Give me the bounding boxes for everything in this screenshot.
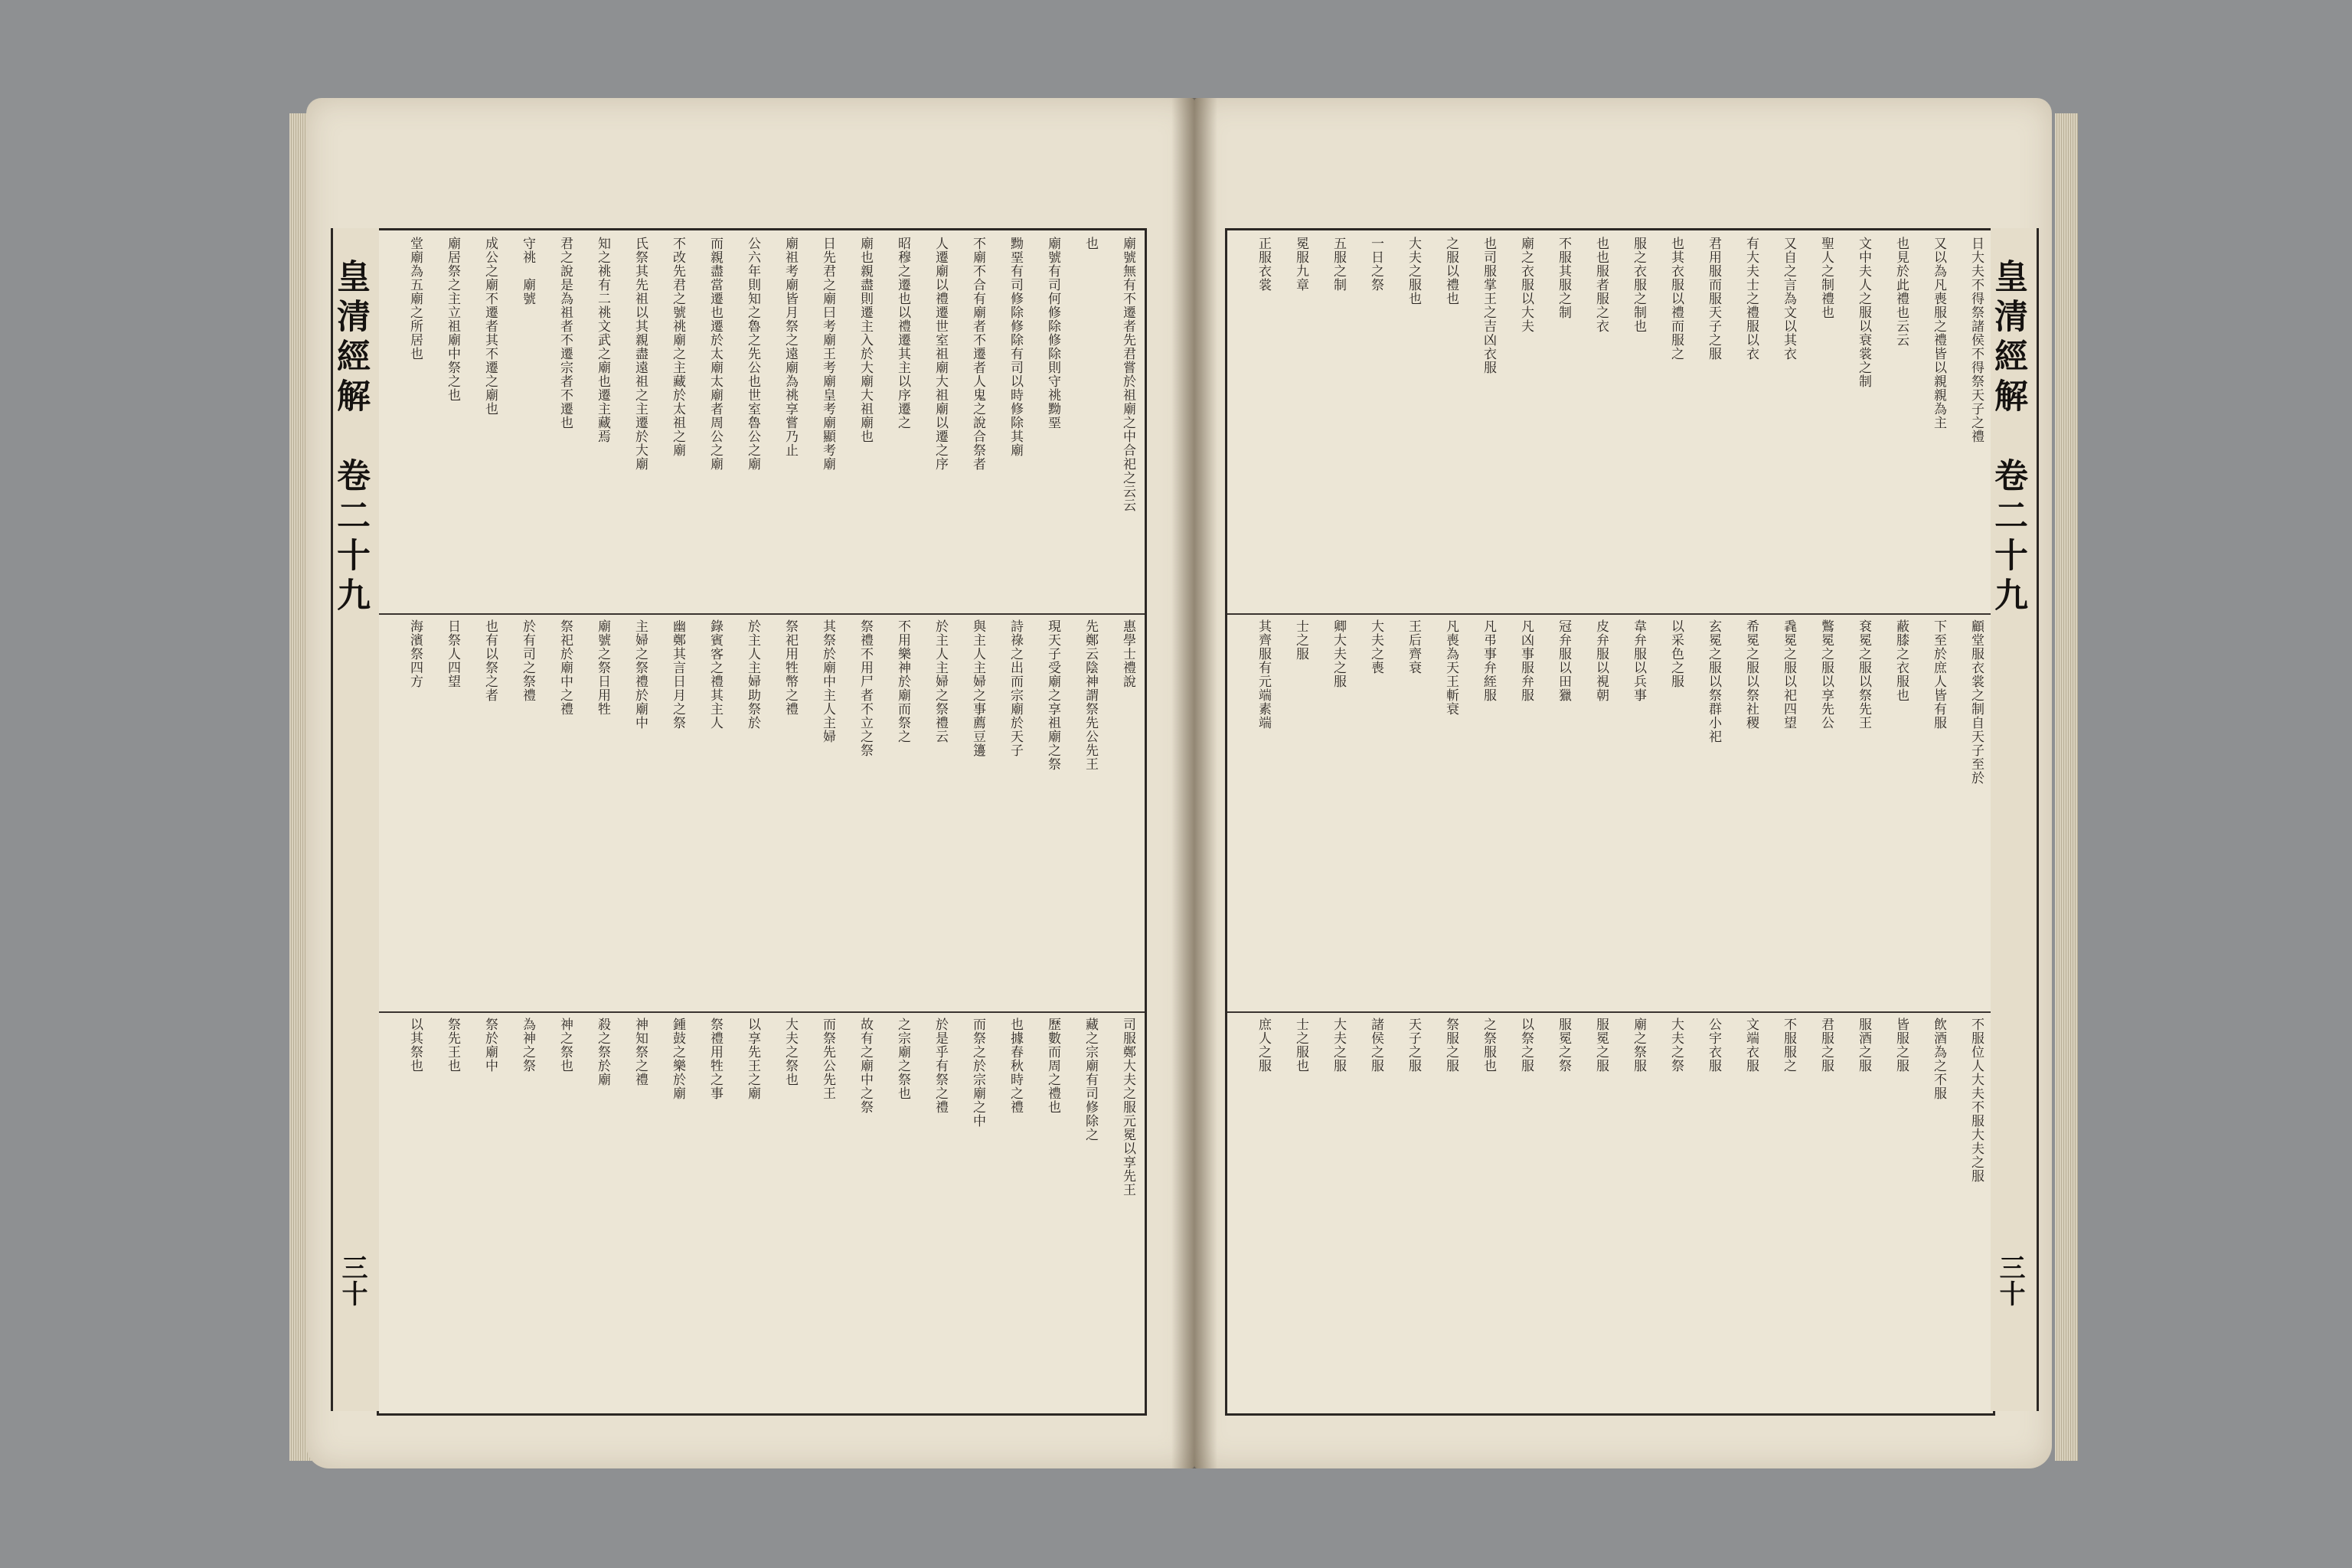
text-column: 公六年則知之魯之先公也世室魯公之廟 (745, 237, 760, 471)
text-column: 其祭於廟中主人主婦 (820, 619, 835, 743)
text-column: 廟號之祭日用牲 (595, 619, 610, 716)
text-column: 祭服之服 (1443, 1018, 1459, 1073)
text-column: 廟之祭服 (1631, 1018, 1646, 1073)
right-text-block (1225, 228, 1995, 1416)
text-column: 不服其服之制 (1556, 237, 1571, 319)
text-column: 正服衣裳 (1256, 237, 1271, 292)
text-column: 詩祿之出而宗廟於天子 (1008, 619, 1023, 757)
text-column: 黝堊有司修除修除有司以時修除其廟 (1008, 237, 1023, 457)
text-column: 神知祭之禮 (632, 1018, 648, 1086)
text-column: 君用服而服天子之服 (1706, 237, 1721, 361)
right-banxin-title: 皇清經解 卷二十九 (1988, 259, 2027, 617)
text-column: 飲酒為之不服 (1931, 1018, 1946, 1100)
text-column: 君之說是為祖者不遷宗者不遷也 (557, 237, 573, 430)
right-tier-bottom (1227, 1011, 1993, 1413)
text-column: 又自之言為文以其衣 (1781, 237, 1796, 361)
text-column: 冕服九章 (1293, 237, 1308, 292)
text-column: 為神之祭 (520, 1018, 535, 1073)
text-column: 祭先王也 (445, 1018, 460, 1073)
text-column: 庶人之服 (1256, 1018, 1271, 1073)
text-column: 皆服之服 (1893, 1018, 1909, 1073)
text-column: 凡凶事服弁服 (1518, 619, 1534, 702)
text-column: 以其祭也 (407, 1018, 423, 1073)
text-column: 大夫之喪 (1368, 619, 1383, 675)
text-column: 故有之廟中之祭 (858, 1018, 873, 1114)
text-column: 於是乎有祭之禮 (933, 1018, 948, 1114)
text-column: 君服之服 (1818, 1018, 1834, 1073)
text-column: 廟號有司何修除修除則守祧黝堊 (1045, 237, 1060, 430)
text-column: 於有司之祭禮 (520, 619, 535, 702)
text-column: 服之衣服之制也 (1631, 237, 1646, 333)
text-column: 希冕之服以祭社稷 (1743, 619, 1759, 730)
text-column: 廟也親盡則遷主入於大廟大祖廟也 (858, 237, 873, 443)
text-column: 歷數而周之禮也 (1045, 1018, 1060, 1114)
text-column: 大夫之服也 (1406, 237, 1421, 305)
right-page (1194, 98, 2052, 1468)
text-column: 於主人主婦助祭於 (745, 619, 760, 730)
text-column: 殺之祭於廟 (595, 1018, 610, 1086)
text-column: 文端衣服 (1743, 1018, 1759, 1073)
text-column: 日先君之廟曰考廟王考廟皇考廟顯考廟 (820, 237, 835, 471)
text-column: 諸侯之服 (1368, 1018, 1383, 1073)
text-column: 毳冕之服以祀四望 (1781, 619, 1796, 730)
text-column: 藏之宗廟有司修除之 (1083, 1018, 1098, 1142)
text-column: 又以為凡喪服之禮皆以親親為主 (1931, 237, 1946, 430)
text-column: 人遷廟以禮遷世室祖廟大祖廟以遷之序 (933, 237, 948, 471)
right-page-edges (2055, 113, 2078, 1461)
text-column: 祭祀用牲幣之禮 (782, 619, 798, 716)
text-column: 王后齊衰 (1406, 619, 1421, 675)
text-column: 文中夫人之服以衰裳之制 (1856, 237, 1871, 388)
text-column: 日大夫不得祭諸侯不得祭天子之禮 (1968, 237, 1984, 443)
text-column: 不服位人大夫不服大夫之服 (1968, 1018, 1984, 1183)
text-column: 一日之祭 (1368, 237, 1383, 292)
text-column: 聖人之制禮也 (1818, 237, 1834, 319)
book-gutter (1171, 98, 1217, 1468)
text-column: 之祭服也 (1481, 1018, 1496, 1073)
text-column: 服冕之祭 (1556, 1018, 1571, 1073)
text-column: 與主人主婦之事薦豆籩 (970, 619, 985, 757)
text-column: 祭禮不用尸者不立之祭 (858, 619, 873, 757)
text-column: 冠弁服以田獵 (1556, 619, 1571, 702)
left-banxin-title: 皇清經解 卷二十九 (331, 259, 370, 617)
text-column: 也司服掌王之吉凶衣服 (1481, 237, 1496, 374)
text-column: 也也服者服之衣 (1593, 237, 1609, 333)
text-column: 惠學士禮說 (1120, 619, 1135, 688)
text-column: 而祭先公先王 (820, 1018, 835, 1100)
text-column: 不用樂神於廟而祭之 (895, 619, 910, 743)
text-column: 其齊服有元端素端 (1256, 619, 1271, 730)
text-column: 士之服 (1293, 619, 1308, 661)
text-column: 韋弁服以兵事 (1631, 619, 1646, 702)
text-column: 廟號無有不遷者先君嘗於祖廟之中合祀之云云 (1120, 237, 1135, 512)
text-column: 有大夫士之禮服以衣 (1743, 237, 1759, 361)
left-banxin (331, 228, 379, 1411)
right-tier-middle (1227, 613, 1993, 1013)
text-column: 皮弁服以視朝 (1593, 619, 1609, 702)
text-column: 顧堂服衣裳之制自天子至於 (1968, 619, 1984, 785)
text-column: 凡喪為天王斬衰 (1443, 619, 1459, 716)
text-column: 知之祧有二祧文武之廟也遷主藏焉 (595, 237, 610, 443)
text-column: 守祧 廟號 (520, 237, 535, 305)
left-tier-top (379, 230, 1145, 615)
left-tier-bottom (379, 1011, 1145, 1413)
text-column: 神之祭也 (557, 1018, 573, 1073)
text-column: 堂廟為五廟之所居也 (407, 237, 423, 361)
open-book (306, 83, 2075, 1507)
text-column: 以采色之服 (1668, 619, 1684, 688)
text-column: 天子之服 (1406, 1018, 1421, 1073)
text-column: 大夫之祭 (1668, 1018, 1684, 1073)
text-column: 幽鄭其言日月之祭 (670, 619, 685, 730)
text-column: 氏祭其先祖以其親盡遠祖之主遷於大廟 (632, 237, 648, 471)
text-column: 現天子受廟之享祖廟之祭 (1045, 619, 1060, 771)
text-column: 卿大夫之服 (1331, 619, 1346, 688)
left-page (306, 98, 1194, 1468)
text-column: 也見於此禮也云云 (1893, 237, 1909, 347)
text-column: 服冕之服 (1593, 1018, 1609, 1073)
text-column: 日祭人四望 (445, 619, 460, 688)
text-column: 不改先君之號祧廟之主藏於太祖之廟 (670, 237, 685, 457)
text-column: 蔽膝之衣服也 (1893, 619, 1909, 702)
text-column: 鍾鼓之樂於廟 (670, 1018, 685, 1100)
text-column: 而親盡當遷也遷於太廟太廟者周公之廟 (707, 237, 723, 471)
text-column: 也有以祭之者 (482, 619, 498, 702)
text-column: 昭穆之遷也以禮遷其主以序遷之 (895, 237, 910, 430)
text-column: 也據春秋時之禮 (1008, 1018, 1023, 1114)
text-column: 士之服也 (1293, 1018, 1308, 1073)
text-column: 以祭之服 (1518, 1018, 1534, 1073)
left-tier-middle (379, 613, 1145, 1013)
text-column: 公宇衣服 (1706, 1018, 1721, 1073)
text-column: 玄冕之服以祭群小祀 (1706, 619, 1721, 743)
text-column: 不服服之 (1781, 1018, 1796, 1073)
text-column: 以享先王之廟 (745, 1018, 760, 1100)
right-page-number: 三十 (1994, 1254, 2025, 1306)
text-column: 成公之廟不遷者其不遷之廟也 (482, 237, 498, 416)
text-column: 也 (1083, 237, 1098, 250)
right-tier-top (1227, 230, 1993, 615)
text-column: 之服以禮也 (1443, 237, 1459, 305)
left-page-number: 三十 (337, 1254, 368, 1306)
text-column: 主婦之祭禮於廟中 (632, 619, 648, 730)
text-column: 先鄭云陰神謂祭先公先王 (1083, 619, 1098, 771)
text-column: 廟之衣服以大夫 (1518, 237, 1534, 333)
text-column: 廟祖考廟皆月祭之遠廟為祧享嘗乃止 (782, 237, 798, 457)
text-column: 於主人主婦之祭禮云 (933, 619, 948, 743)
text-column: 祭祀於廟中之禮 (557, 619, 573, 716)
text-column: 凡弔事弁絰服 (1481, 619, 1496, 702)
text-column: 鷩冕之服以享先公 (1818, 619, 1834, 730)
text-column: 錄賓客之禮其主人 (707, 619, 723, 730)
right-banxin (1988, 228, 2039, 1411)
text-column: 海濱祭四方 (407, 619, 423, 688)
text-column: 袞冕之服以祭先王 (1856, 619, 1871, 730)
text-column: 祭於廟中 (482, 1018, 498, 1073)
text-column: 也其衣服以禮而服之 (1668, 237, 1684, 361)
text-column: 下至於庶人皆有服 (1931, 619, 1946, 730)
text-column: 司服鄭大夫之服元冕以享先王 (1120, 1018, 1135, 1197)
text-column: 祭禮用牲之事 (707, 1018, 723, 1100)
text-column: 之宗廟之祭也 (895, 1018, 910, 1100)
text-column: 而祭之於宗廟之中 (970, 1018, 985, 1128)
left-text-block (377, 228, 1147, 1416)
text-column: 服酒之服 (1856, 1018, 1871, 1073)
text-column: 廟居祭之主立祖廟中祭之也 (445, 237, 460, 402)
text-column: 不廟不合有廟者不遷者人鬼之說合祭者 (970, 237, 985, 471)
text-column: 大夫之服 (1331, 1018, 1346, 1073)
text-column: 大夫之祭也 (782, 1018, 798, 1086)
text-column: 五服之制 (1331, 237, 1346, 292)
